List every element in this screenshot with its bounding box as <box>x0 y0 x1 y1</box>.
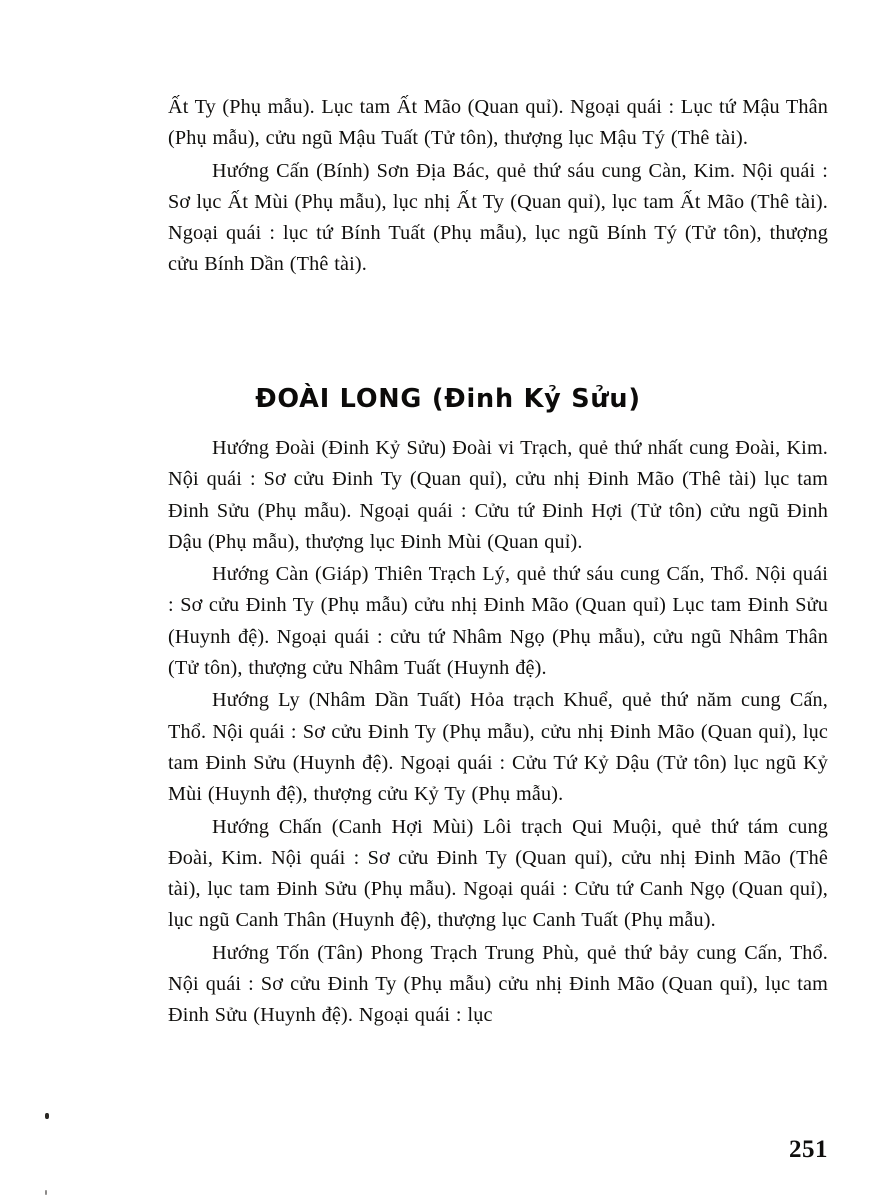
paragraph-huong-ton: Hướng Tốn (Tân) Phong Trạch Trung Phù, quẻ thứ bảy cung Cấn, Thổ. Nội quái : Sơ cửu Đinh Ty (Phụ mẫu) cửu nhị Đinh Mão (Quan quỉ), lục tam Đinh Sửu (Huynh đệ). Ngoại quái : lục <box>168 941 828 1027</box>
scan-speck-artifact <box>45 1190 47 1195</box>
upper-text-column <box>168 92 828 281</box>
paragraph-huong-ly: Hướng Ly (Nhâm Dần Tuất) Hỏa trạch Khuể, quẻ thứ năm cung Cấn, Thổ. Nội quái : Sơ cửu Đinh Ty (Phụ mẫu), cửu nhị Đinh Mão (Quan quỉ), lục tam Đinh Sửu (Huynh đệ). Ngoại quái : Cửu Tứ Kỷ Dậu (Tử tôn) lục ngũ Kỷ Mùi (Huynh đệ), thượng cửu Kỷ Ty (Phụ mẫu). <box>168 689 828 806</box>
paragraph-huong-can-giap: Hướng Càn (Giáp) Thiên Trạch Lý, quẻ thứ sáu cung Cấn, Thổ. Nội quái : Sơ cửu Đinh Ty (Phụ mẫu) cửu nhị Đinh Mão (Quan quỉ) Lục tam Đinh Sửu (Huynh đệ). Ngoại quái : cửu tứ Nhâm Ngọ (Phụ mẫu), cửu ngũ Nhâm Thân (Tử tôn), thượng cửu Nhâm Tuất (Huynh đệ). <box>168 563 828 680</box>
lower-text-column <box>168 433 828 1032</box>
paragraph-huong-doai: Hướng Đoài (Đinh Kỷ Sửu) Đoài vi Trạch, quẻ thứ nhất cung Đoài, Kim. Nội quái : Sơ cửu Đinh Ty (Quan quỉ), cửu nhị Đinh Mão (Thê tài) lục tam Đinh Sửu (Phụ mẫu). Ngoại quái : Cửu tứ Đinh Hợi (Tử tôn) cửu ngũ Đinh Dậu (Phụ mẫu), thượng lục Đinh Mùi (Quan quỉ). <box>168 437 828 553</box>
paragraph-huong-chan: Hướng Chấn (Canh Hợi Mùi) Lôi trạch Qui Muội, quẻ thứ tám cung Đoài, Kim. Nội quái : Sơ cửu Đinh Ty (Quan quỉ), cửu nhị Đinh Mão (Thê tài), lục tam Đinh Sửu (Phụ mẫu). Ngoại quái : Cửu tứ Canh Ngọ (Quan quỉ), lục ngũ Canh Thân (Huynh đệ), thượng lục Canh Tuất (Phụ mẫu). <box>168 815 828 932</box>
scan-speck-artifact <box>45 1113 49 1119</box>
paragraph-at-ty: Ất Ty (Phụ mẫu). Lục tam Ất Mão (Quan quỉ). Ngoại quái : Lục tứ Mậu Thân (Phụ mẫu), cửu ngũ Mậu Tuất (Tử tôn), thượng lục Mậu Tý (Thê tài). <box>168 96 828 150</box>
section-heading-doai-long: ĐOÀI LONG (Đinh Kỷ Sửu) <box>255 384 641 415</box>
paragraph-huong-can: Hướng Cấn (Bính) Sơn Địa Bác, quẻ thứ sáu cung Càn, Kim. Nội quái : Sơ lục Ất Mùi (Phụ mẫu), lục nhị Ất Ty (Quan quỉ), lục tam Ất Mão (Thê tài). Ngoại quái : lục tứ Bính Tuất (Phụ mẫu), lục ngũ Bính Tý (Tử tôn), thượng cửu Bính Dần (Thê tài). <box>168 159 828 276</box>
page-number: 251 <box>789 1136 828 1163</box>
